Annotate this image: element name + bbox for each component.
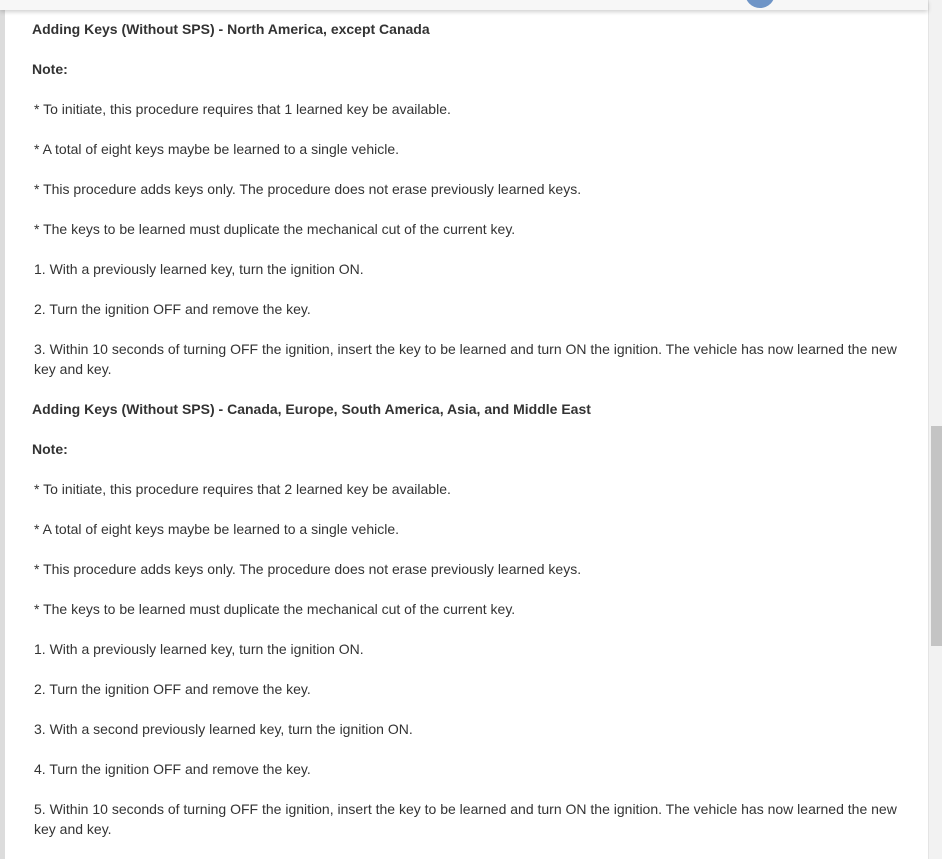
left-window-edge <box>0 0 5 859</box>
section-title-canada-europe-south-america-asia-middle-east: Adding Keys (Without SPS) - Canada, Europe, South America, Asia, and Middle East <box>32 401 591 417</box>
note-label: Note: <box>32 61 68 77</box>
note-item: * A total of eight keys maybe be learned to a single vehicle. <box>34 141 400 157</box>
vertical-scrollbar-thumb[interactable] <box>931 426 942 646</box>
document-icon[interactable] <box>796 0 816 4</box>
procedure-step: 2. Turn the ignition OFF and remove the key. <box>34 681 311 697</box>
procedure-step: 1. With a previously learned key, turn the ignition ON. <box>34 641 364 657</box>
procedure-step: 1. With a previously learned key, turn the ignition ON. <box>34 261 364 277</box>
procedure-step: 4. Turn the ignition OFF and remove the key. <box>34 761 311 777</box>
procedure-step: 3. Within 10 seconds of turning OFF the ignition, insert the key to be learned and turn ON the ignition. The vehicle has now learned the new key and key. <box>34 341 897 377</box>
procedure-step: 3. With a second previously learned key, turn the ignition ON. <box>34 721 413 737</box>
note-item: * This procedure adds keys only. The procedure does not erase previously learned keys. <box>34 181 582 197</box>
note-item: * A total of eight keys maybe be learned to a single vehicle. <box>34 521 400 537</box>
section-title-north-america: Adding Keys (Without SPS) - North America, except Canada <box>32 21 430 37</box>
procedure-step: 5. Within 10 seconds of turning OFF the ignition, insert the key to be learned and turn ON the ignition. The vehicle has now learned the new key and key. <box>34 801 897 837</box>
procedure-document <box>32 19 912 859</box>
note-item: * To initiate, this procedure requires that 2 learned key be available. <box>34 481 451 497</box>
procedure-step: 2. Turn the ignition OFF and remove the key. <box>34 301 311 317</box>
note-item: * To initiate, this procedure requires that 1 learned key be available. <box>34 101 451 117</box>
note-item: * The keys to be learned must duplicate the mechanical cut of the current key. <box>34 221 516 237</box>
note-item: * This procedure adds keys only. The procedure does not erase previously learned keys. <box>34 561 582 577</box>
note-item: * The keys to be learned must duplicate the mechanical cut of the current key. <box>34 601 516 617</box>
top-toolbar-edge <box>0 0 928 10</box>
note-label: Note: <box>32 441 68 457</box>
